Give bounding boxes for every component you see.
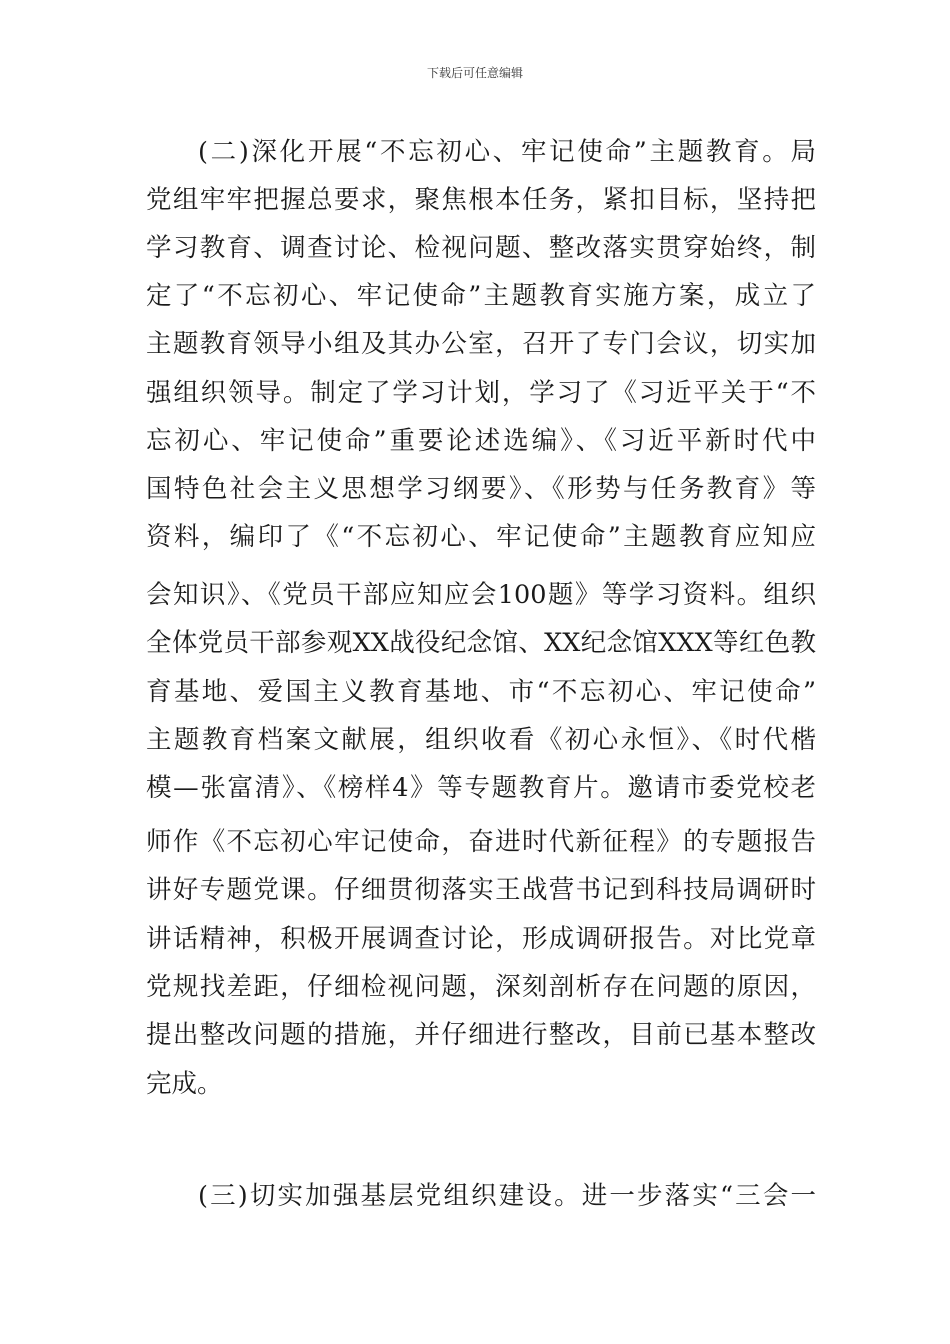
paragraph-line: 党规找差距，仔细检视问题，深刻剖析存在问题的原因， [146, 972, 816, 1002]
paragraph-line: 完成。 [146, 1069, 223, 1099]
paragraph-line: 定了“不忘初心、牢记使命”主题教育实施方案，成立了 [146, 281, 816, 311]
paragraph-line: 主题教育领导小组及其办公室，召开了专门会议，切实加 [146, 329, 816, 359]
paragraph-line: 师作《不忘初心牢记使命，奋进时代新征程》的专题报告 [146, 827, 816, 857]
paragraph-line: 强组织领导。制定了学习计划，学习了《习近平关于“不 [146, 378, 816, 408]
paragraph-line: 主题教育档案文献展，组织收看《初心永恒》、《时代楷 [146, 725, 816, 755]
paragraph-line: 会知识》、《党员干部应知应会100题》等学习资料。组织 [146, 580, 816, 610]
paragraph-line: (三)切实加强基层党组织建设。进一步落实“三会一 [198, 1181, 816, 1211]
paragraph-line: 国特色社会主义思想学习纲要》、《形势与任务教育》等 [146, 474, 816, 504]
paragraph-line: 党组牢牢把握总要求，聚焦根本任务，紧扣目标，坚持把 [146, 185, 816, 215]
paragraph-line: 模—张富清》、《榜样4》等专题教育片。邀请市委党校老 [146, 773, 816, 803]
paragraph-line: 全体党员干部参观XX战役纪念馆、XX纪念馆XXX等红色教 [146, 628, 816, 658]
paragraph-line: (二)深化开展“不忘初心、牢记使命”主题教育。局 [198, 137, 816, 167]
paragraph-line: 提出整改问题的措施，并仔细进行整改，目前已基本整改 [146, 1020, 816, 1050]
page-header-note: 下载后可任意编辑 [426, 66, 523, 80]
paragraph-line: 讲好专题党课。仔细贯彻落实王战营书记到科技局调研时 [146, 875, 816, 905]
paragraph-line: 忘初心、牢记使命”重要论述选编》、《习近平新时代中 [146, 426, 816, 456]
paragraph-line: 育基地、爱国主义教育基地、市“不忘初心、牢记使命” [146, 677, 816, 707]
paragraph-line: 学习教育、调查讨论、检视问题、整改落实贯穿始终，制 [146, 233, 816, 263]
paragraph-line: 资料，编印了《“不忘初心、牢记使命”主题教育应知应 [146, 522, 816, 552]
paragraph-line: 讲话精神，积极开展调查讨论，形成调研报告。对比党章 [146, 924, 816, 954]
